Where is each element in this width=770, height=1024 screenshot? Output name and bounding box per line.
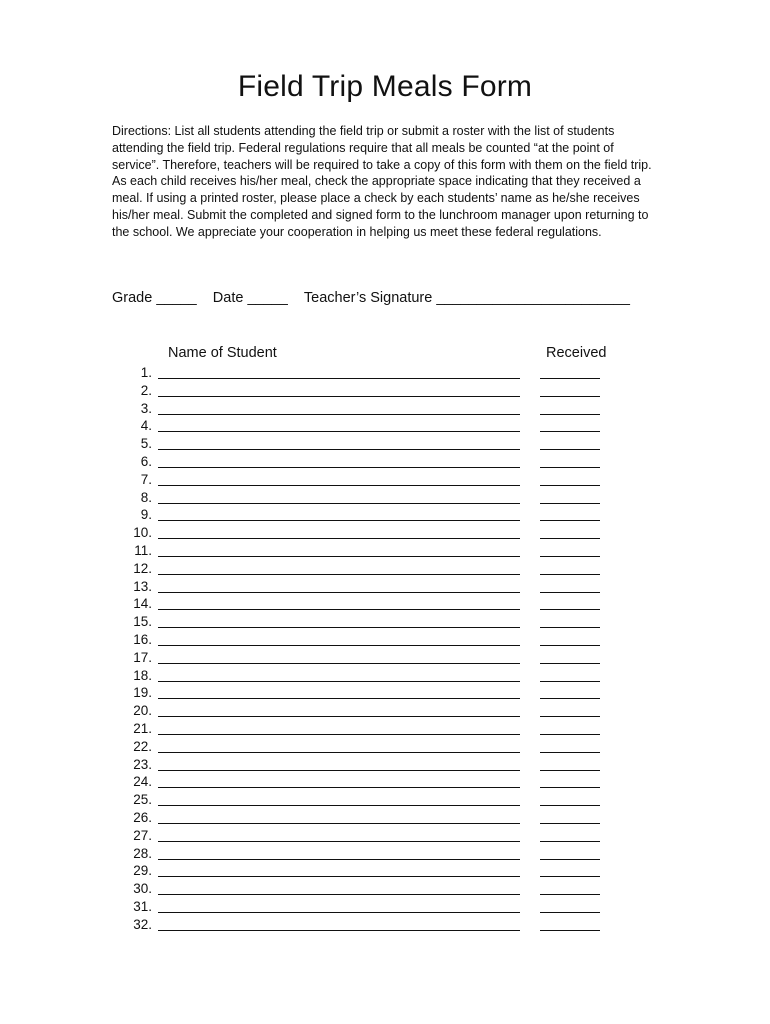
row-number: 2. xyxy=(140,382,152,398)
student-name-line[interactable] xyxy=(158,663,520,664)
directions-text: Directions: List all students attending the field trip or submit a roster with the list of students attending the field trip. Federal regulations require that all meals be counted “at the point of service”. Therefore, teachers will be required to take a copy of this form with them on the field trip. As each child receives his/her meal, check the appropriate space indicating that they received a meal. If using a printed roster, please place a check by each students’ name as he/she receives his/her meal. Submit the completed and signed form to the lunchroom manager upon returning to the school. We appreciate your cooperation in helping us meet these federal regulations. xyxy=(112,124,652,239)
row-number: 18. xyxy=(133,667,152,683)
received-check-line[interactable] xyxy=(540,716,600,717)
received-check-line[interactable] xyxy=(540,645,600,646)
student-row xyxy=(112,435,632,453)
received-check-line[interactable] xyxy=(540,378,600,379)
student-row xyxy=(112,613,632,631)
student-name-line[interactable] xyxy=(158,681,520,682)
row-number: 8. xyxy=(140,489,152,505)
received-check-line[interactable] xyxy=(540,787,600,788)
row-number: 28. xyxy=(133,845,152,861)
student-row xyxy=(112,773,632,791)
received-check-line[interactable] xyxy=(540,859,600,860)
received-check-line[interactable] xyxy=(540,876,600,877)
received-check-line[interactable] xyxy=(540,592,600,593)
student-row xyxy=(112,756,632,774)
student-name-line[interactable] xyxy=(158,503,520,504)
student-row xyxy=(112,595,632,613)
row-number: 25. xyxy=(133,792,152,808)
student-row xyxy=(112,400,632,418)
row-number: 9. xyxy=(140,507,152,523)
student-row xyxy=(112,453,632,471)
received-check-line[interactable] xyxy=(540,823,600,824)
received-check-line[interactable] xyxy=(540,574,600,575)
student-name-line[interactable] xyxy=(158,859,520,860)
received-check-line[interactable] xyxy=(540,930,600,931)
column-header-name: Name of Student xyxy=(168,345,277,361)
received-check-line[interactable] xyxy=(540,520,600,521)
received-check-line[interactable] xyxy=(540,609,600,610)
student-row xyxy=(112,560,632,578)
row-number: 27. xyxy=(133,827,152,843)
student-row xyxy=(112,702,632,720)
student-name-line[interactable] xyxy=(158,698,520,699)
student-name-line[interactable] xyxy=(158,752,520,753)
student-row xyxy=(112,524,632,542)
teacher-signature-field[interactable]: Teacher’s Signature ________________________ xyxy=(303,290,630,306)
row-number: 29. xyxy=(133,863,152,879)
student-name-line[interactable] xyxy=(158,467,520,468)
received-check-line[interactable] xyxy=(540,841,600,842)
student-row xyxy=(112,382,632,400)
student-row xyxy=(112,667,632,685)
row-number: 3. xyxy=(140,400,152,416)
student-row xyxy=(112,880,632,898)
row-number: 26. xyxy=(133,809,152,825)
student-row xyxy=(112,578,632,596)
student-name-line[interactable] xyxy=(158,431,520,432)
received-check-line[interactable] xyxy=(540,431,600,432)
student-row xyxy=(112,471,632,489)
student-name-line[interactable] xyxy=(158,823,520,824)
row-number: 31. xyxy=(133,898,152,914)
row-number: 10. xyxy=(133,525,152,541)
student-row xyxy=(112,489,632,507)
received-check-line[interactable] xyxy=(540,503,600,504)
row-number: 32. xyxy=(133,916,152,932)
column-header-received: Received xyxy=(546,345,607,361)
row-number: 12. xyxy=(133,560,152,576)
student-row xyxy=(112,684,632,702)
student-row xyxy=(112,916,632,934)
received-check-line[interactable] xyxy=(540,414,600,415)
row-number: 16. xyxy=(133,631,152,647)
row-number: 21. xyxy=(133,720,152,736)
received-check-line[interactable] xyxy=(540,627,600,628)
row-number: 17. xyxy=(133,649,152,665)
student-name-line[interactable] xyxy=(158,396,520,397)
student-name-line[interactable] xyxy=(158,876,520,877)
student-name-line[interactable] xyxy=(158,734,520,735)
received-check-line[interactable] xyxy=(540,467,600,468)
student-name-line[interactable] xyxy=(158,520,520,521)
received-check-line[interactable] xyxy=(540,734,600,735)
header-fields xyxy=(112,290,672,306)
row-number: 14. xyxy=(133,596,152,612)
student-name-line[interactable] xyxy=(158,414,520,415)
student-row xyxy=(112,898,632,916)
student-list xyxy=(112,364,632,934)
received-check-line[interactable] xyxy=(540,770,600,771)
student-name-line[interactable] xyxy=(158,787,520,788)
student-name-line[interactable] xyxy=(158,841,520,842)
student-row xyxy=(112,631,632,649)
student-row xyxy=(112,827,632,845)
received-check-line[interactable] xyxy=(540,485,600,486)
date-field[interactable]: Date _____ xyxy=(212,290,288,306)
row-number: 11. xyxy=(134,542,152,558)
student-name-line[interactable] xyxy=(158,716,520,717)
student-name-line[interactable] xyxy=(158,912,520,913)
grade-field[interactable]: Grade _____ xyxy=(112,290,197,306)
student-row xyxy=(112,738,632,756)
row-number: 15. xyxy=(133,614,152,630)
student-name-line[interactable] xyxy=(158,485,520,486)
row-number: 7. xyxy=(140,471,152,487)
received-check-line[interactable] xyxy=(540,663,600,664)
student-name-line[interactable] xyxy=(158,627,520,628)
student-row xyxy=(112,506,632,524)
student-name-line[interactable] xyxy=(158,805,520,806)
received-check-line[interactable] xyxy=(540,396,600,397)
received-check-line[interactable] xyxy=(540,556,600,557)
row-number: 19. xyxy=(133,685,152,701)
received-check-line[interactable] xyxy=(540,681,600,682)
student-row xyxy=(112,649,632,667)
student-row xyxy=(112,417,632,435)
received-check-line[interactable] xyxy=(540,805,600,806)
student-name-line[interactable] xyxy=(158,645,520,646)
student-row xyxy=(112,720,632,738)
row-number: 6. xyxy=(140,453,152,469)
student-name-line[interactable] xyxy=(158,574,520,575)
student-row xyxy=(112,791,632,809)
row-number: 22. xyxy=(133,738,152,754)
student-name-line[interactable] xyxy=(158,378,520,379)
form-title: Field Trip Meals Form xyxy=(237,70,533,103)
student-name-line[interactable] xyxy=(158,538,520,539)
row-number: 23. xyxy=(133,756,152,772)
student-name-line[interactable] xyxy=(158,449,520,450)
received-check-line[interactable] xyxy=(540,538,600,539)
student-name-line[interactable] xyxy=(158,609,520,610)
student-name-line[interactable] xyxy=(158,592,520,593)
student-name-line[interactable] xyxy=(158,894,520,895)
received-check-line[interactable] xyxy=(540,912,600,913)
student-row xyxy=(112,845,632,863)
student-name-line[interactable] xyxy=(158,930,520,931)
student-row xyxy=(112,809,632,827)
received-check-line[interactable] xyxy=(540,449,600,450)
student-row xyxy=(112,364,632,382)
student-name-line[interactable] xyxy=(158,770,520,771)
row-number: 5. xyxy=(140,436,152,452)
student-name-line[interactable] xyxy=(158,556,520,557)
row-number: 13. xyxy=(133,578,152,594)
row-number: 24. xyxy=(133,774,152,790)
row-number: 4. xyxy=(140,418,152,434)
received-check-line[interactable] xyxy=(540,894,600,895)
received-check-line[interactable] xyxy=(540,698,600,699)
row-number: 20. xyxy=(133,703,152,719)
received-check-line[interactable] xyxy=(540,752,600,753)
student-row xyxy=(112,862,632,880)
student-row xyxy=(112,542,632,560)
row-number: 30. xyxy=(133,881,152,897)
row-number: 1. xyxy=(140,365,152,380)
